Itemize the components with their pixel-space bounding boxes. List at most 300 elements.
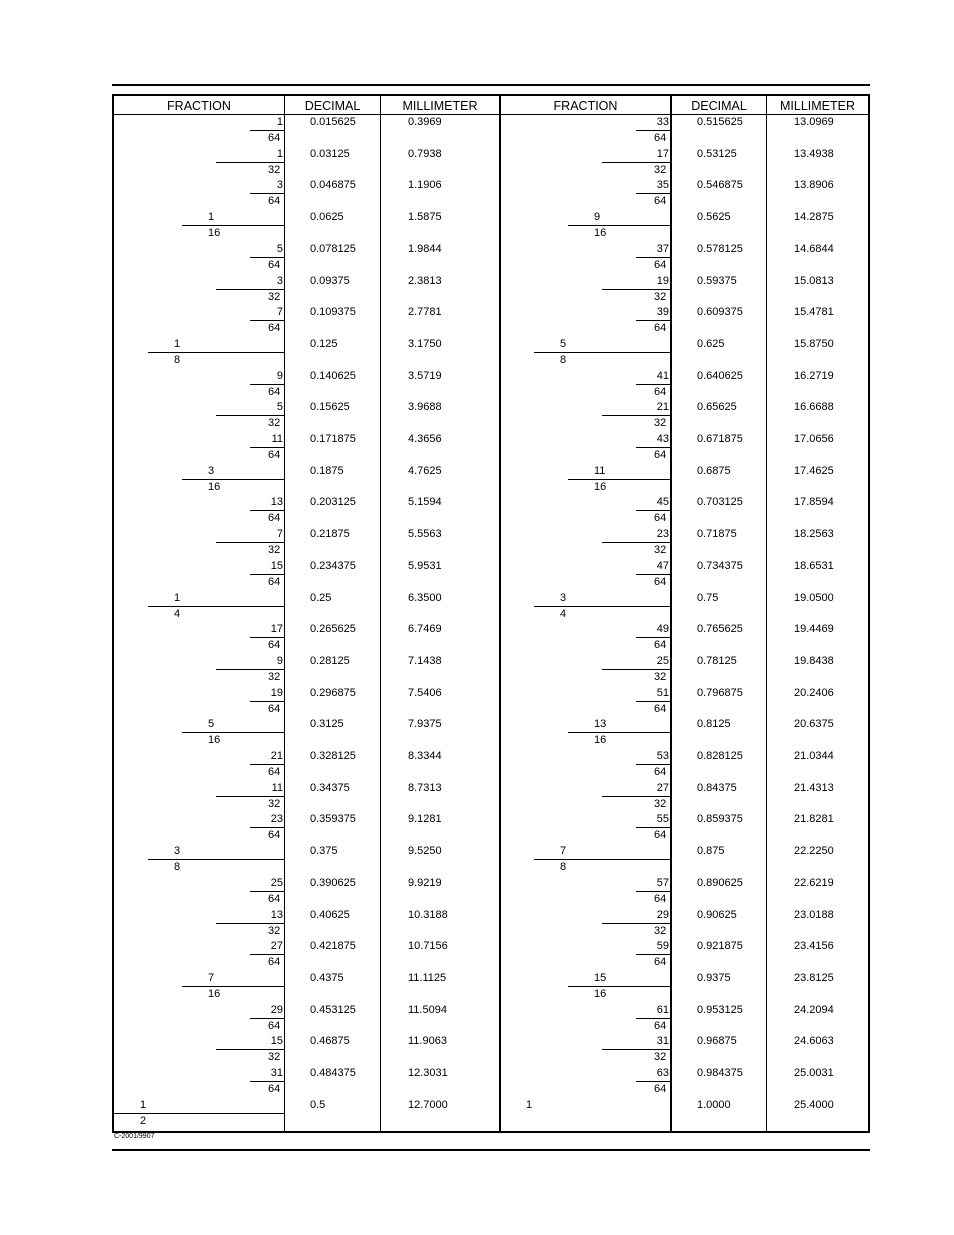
top-rule [112,84,870,86]
millimeter-value: 23.0188 [794,908,834,921]
fraction-denominator: 16 [208,734,221,747]
column-divider [670,96,672,1131]
fraction-bar [602,542,670,543]
decimal-value: 1.0000 [697,1098,731,1111]
fraction-numerator: 63 [656,1067,669,1079]
fraction-denominator: 32 [654,544,667,557]
decimal-value: 0.84375 [697,781,737,794]
fraction-numerator: 23 [270,813,283,826]
decimal-value: 0.421875 [310,940,356,953]
fraction-denominator: 64 [654,829,667,842]
fraction-numerator: 15 [270,1035,283,1048]
decimal-value: 0.4375 [310,971,344,984]
fraction-bar [568,225,670,226]
header-millimeter-right: MILLIMETER [779,99,855,113]
millimeter-value: 8.3344 [408,750,442,762]
fraction-bar [216,415,284,416]
millimeter-value: 3.5719 [408,369,442,382]
column-divider [284,96,285,1131]
millimeter-value: 22.2250 [794,845,834,858]
millimeter-value: 15.8750 [794,337,834,350]
fraction-bar [250,1081,284,1082]
fraction-numerator: 51 [656,686,669,699]
fraction-denominator: 32 [654,670,667,683]
fraction-numerator: 25 [656,654,669,667]
millimeter-value: 10.3188 [408,908,448,921]
fraction-denominator: 16 [594,987,607,1000]
fraction-bar [250,954,284,955]
decimal-value: 0.046875 [310,179,356,192]
fraction-denominator: 2 [140,1114,147,1127]
fraction-denominator: 64 [268,702,281,715]
fraction-numerator: 1 [276,116,283,128]
fraction-numerator: 27 [656,781,669,794]
fraction-numerator: 7 [208,971,215,984]
decimal-value: 0.734375 [697,559,743,572]
millimeter-value: 11.1125 [408,971,447,984]
decimal-value: 0.984375 [697,1067,743,1079]
millimeter-value: 13.4938 [794,147,834,160]
fraction-denominator: 16 [594,480,607,493]
decimal-value: 0.703125 [697,496,743,509]
fraction-denominator: 64 [268,258,281,271]
millimeter-value: 19.0500 [794,591,834,604]
fraction-numerator: 13 [594,718,607,731]
fraction-numerator: 11 [271,781,283,794]
millimeter-value: 20.2406 [794,686,834,699]
decimal-value: 0.71875 [697,528,737,541]
fraction-numerator: 7 [560,845,567,858]
decimal-value: 0.375 [310,845,338,858]
fraction-bar [636,954,670,955]
fraction-numerator: 9 [276,369,283,382]
fraction-numerator: 17 [270,623,283,636]
millimeter-value: 2.7781 [408,306,442,319]
decimal-value: 0.90625 [697,908,737,921]
decimal-value: 0.828125 [697,750,743,762]
fraction-denominator: 32 [654,924,667,937]
millimeter-value: 18.6531 [794,559,834,572]
millimeter-value: 11.5094 [408,1003,447,1016]
fraction-denominator: 32 [268,290,281,303]
decimal-value: 0.53125 [697,147,737,160]
fraction-numerator: 29 [656,908,669,921]
fraction-numerator: 31 [270,1067,283,1079]
fraction-bar [216,796,284,797]
fraction-numerator: 11 [271,433,283,445]
fraction-numerator: 5 [208,718,215,731]
millimeter-value: 7.5406 [408,686,442,699]
decimal-value: 0.515625 [697,116,743,128]
fraction-bar [250,193,284,194]
fraction-numerator: 41 [656,369,669,382]
fraction-denominator: 64 [654,639,667,652]
fraction-bar [114,1113,284,1114]
decimal-value: 0.96875 [697,1035,737,1048]
decimal-value: 0.65625 [697,401,737,414]
decimal-value: 0.203125 [310,496,356,509]
fraction-bar [534,352,670,353]
decimal-value: 0.859375 [697,813,743,826]
decimal-value: 0.328125 [310,750,356,762]
millimeter-value: 6.3500 [408,591,442,604]
fraction-bar [636,827,670,828]
fraction-denominator: 16 [208,227,221,240]
decimal-value: 0.25 [310,591,332,604]
fraction-denominator: 32 [268,924,281,937]
fraction-bar [636,891,670,892]
millimeter-value: 15.0813 [794,274,834,287]
decimal-value: 0.109375 [310,306,356,319]
millimeter-value: 25.0031 [794,1067,834,1079]
decimal-value: 0.34375 [310,781,350,794]
decimal-value: 0.625 [697,337,725,350]
fraction-bar [602,415,670,416]
decimal-value: 0.015625 [310,116,356,128]
fraction-bar [216,542,284,543]
fraction-bar [636,764,670,765]
millimeter-value: 5.9531 [408,559,442,572]
decimal-value: 0.796875 [697,686,743,699]
millimeter-value: 9.9219 [408,876,442,889]
fraction-numerator: 1 [174,591,181,604]
header-decimal-right: DECIMAL [691,99,747,113]
decimal-value: 0.5 [310,1098,326,1111]
fraction-bar [250,1018,284,1019]
fraction-bar [636,1018,670,1019]
fraction-bar [602,923,670,924]
millimeter-value: 8.7313 [408,781,442,794]
fraction-denominator: 32 [654,797,667,810]
fraction-numerator: 39 [656,306,669,319]
fraction-numerator: 53 [656,750,669,762]
millimeter-value: 17.0656 [794,433,834,445]
fraction-numerator: 59 [656,940,669,953]
decimal-value: 0.0625 [310,211,344,224]
decimal-value: 0.3125 [310,718,344,731]
millimeter-value: 14.2875 [794,211,834,224]
decimal-value: 0.140625 [310,369,356,382]
millimeter-value: 17.4625 [794,464,834,477]
fraction-numerator: 9 [276,654,283,667]
fraction-numerator: 49 [656,623,669,636]
millimeter-value: 23.8125 [794,971,834,984]
millimeter-value: 1.9844 [408,242,442,255]
fraction-denominator: 64 [268,1019,281,1032]
fraction-denominator: 16 [594,227,607,240]
millimeter-value: 6.7469 [408,623,442,636]
decimal-value: 0.21875 [310,528,350,541]
fraction-bar [250,827,284,828]
fraction-bar [636,193,670,194]
millimeter-value: 4.7625 [408,464,442,477]
fraction-denominator: 64 [268,766,281,778]
millimeter-value: 9.1281 [408,813,442,826]
fraction-denominator: 64 [654,702,667,715]
millimeter-value: 1.1906 [408,179,442,192]
millimeter-value: 5.5563 [408,528,442,541]
fraction-bar [636,384,670,385]
fraction-denominator: 64 [268,1083,281,1095]
decimal-value: 0.578125 [697,242,743,255]
millimeter-value: 25.4000 [794,1098,834,1111]
decimal-value: 0.609375 [697,306,743,319]
fraction-denominator: 32 [654,163,667,176]
fraction-bar [182,732,284,733]
fraction-denominator: 8 [560,861,567,874]
fraction-numerator: 17 [656,147,669,160]
decimal-value: 0.6875 [697,464,731,477]
fraction-numerator: 21 [270,750,283,762]
fraction-numerator: 35 [656,179,669,192]
decimal-value: 0.890625 [697,876,743,889]
fraction-numerator: 1 [208,211,215,224]
decimal-value: 0.640625 [697,369,743,382]
bottom-rule [112,1149,870,1151]
header-fraction-left: FRACTION [167,99,231,113]
decimal-value: 0.9375 [697,971,731,984]
fraction-numerator: 55 [656,813,669,826]
fraction-bar [636,257,670,258]
fraction-denominator: 8 [174,861,181,874]
fraction-numerator: 13 [270,496,283,509]
decimal-value: 0.125 [310,337,338,350]
fraction-denominator: 64 [654,195,667,208]
fraction-bar [216,923,284,924]
fraction-numerator: 23 [656,528,669,541]
millimeter-value: 5.1594 [408,496,442,509]
decimal-value: 0.5625 [697,211,731,224]
millimeter-value: 10.7156 [408,940,448,953]
millimeter-value: 20.6375 [794,718,834,731]
fraction-denominator: 64 [654,575,667,588]
fraction-numerator: 15 [270,559,283,572]
fraction-denominator: 64 [654,956,667,969]
millimeter-value: 16.2719 [794,369,834,382]
millimeter-value: 14.6844 [794,242,834,255]
millimeter-value: 19.4469 [794,623,834,636]
millimeter-value: 23.4156 [794,940,834,953]
fraction-denominator: 32 [268,1051,281,1064]
fraction-denominator: 64 [268,385,281,398]
fraction-numerator: 33 [656,116,669,128]
fraction-denominator: 64 [268,322,281,335]
fraction-bar [148,606,284,607]
fraction-bar [250,701,284,702]
decimal-value: 0.765625 [697,623,743,636]
decimal-value: 0.234375 [310,559,356,572]
fraction-denominator: 64 [268,829,281,842]
fraction-denominator: 32 [654,290,667,303]
fraction-bar [250,257,284,258]
fraction-denominator: 64 [268,449,281,461]
fraction-denominator: 64 [654,1019,667,1032]
millimeter-value: 4.3656 [408,433,442,445]
fraction-denominator: 32 [268,417,281,430]
fraction-numerator: 3 [208,464,215,477]
decimal-value: 0.359375 [310,813,356,826]
fraction-numerator: 61 [656,1003,669,1016]
fraction-bar [250,764,284,765]
fraction-numerator: 45 [656,496,669,509]
fraction-denominator: 8 [174,353,181,366]
millimeter-value: 13.0969 [794,116,834,128]
decimal-value: 0.75 [697,591,719,604]
fraction-denominator: 32 [268,163,281,176]
fraction-numerator: 5 [276,401,283,414]
millimeter-value: 22.6219 [794,876,834,889]
fraction-denominator: 4 [560,607,567,620]
fraction-bar [636,130,670,131]
decimal-value: 0.078125 [310,242,356,255]
fraction-bar [602,289,670,290]
decimal-value: 0.953125 [697,1003,743,1016]
millimeter-value: 7.1438 [408,654,442,667]
fraction-numerator: 5 [276,242,283,255]
decimal-value: 0.921875 [697,940,743,953]
fraction-numerator: 7 [276,528,283,541]
decimal-value: 0.453125 [310,1003,356,1016]
fraction-bar [636,447,670,448]
fraction-bar [636,510,670,511]
fraction-denominator: 64 [654,892,667,905]
fraction-numerator: 47 [656,559,669,572]
fraction-bar [534,606,670,607]
fraction-denominator: 32 [654,417,667,430]
fraction-denominator: 64 [654,449,667,461]
millimeter-value: 18.2563 [794,528,834,541]
decimal-value: 0.40625 [310,908,350,921]
fraction-denominator: 64 [268,956,281,969]
footer-code: C-2001/9907 [114,1133,155,1140]
fraction-denominator: 16 [208,480,221,493]
decimal-value: 0.671875 [697,433,743,445]
millimeter-value: 19.8438 [794,654,834,667]
millimeter-value: 7.9375 [408,718,442,731]
fraction-bar [216,289,284,290]
millimeter-value: 17.8594 [794,496,834,509]
fraction-numerator: 3 [276,274,283,287]
fraction-bar [602,162,670,163]
fraction-bar [636,1081,670,1082]
fraction-denominator: 64 [268,132,281,144]
column-divider-center [499,96,501,1131]
decimal-value: 0.15625 [310,401,350,414]
fraction-denominator: 64 [268,512,281,525]
decimal-value: 0.28125 [310,654,350,667]
decimal-value: 0.46875 [310,1035,350,1048]
decimal-value: 0.09375 [310,274,350,287]
decimal-value: 0.8125 [697,718,731,731]
decimal-value: 0.265625 [310,623,356,636]
fraction-bar [602,796,670,797]
fraction-numerator: 9 [594,211,601,224]
decimal-value: 0.390625 [310,876,356,889]
fraction-bar [636,320,670,321]
fraction-numerator: 37 [656,242,669,255]
millimeter-value: 0.3969 [408,116,442,128]
decimal-value: 0.296875 [310,686,356,699]
millimeter-value: 3.9688 [408,401,442,414]
fraction-bar [568,479,670,480]
fraction-numerator: 25 [270,876,283,889]
fraction-numerator: 43 [656,433,669,445]
fraction-numerator: 7 [276,306,283,319]
fraction-denominator: 64 [654,1083,667,1095]
millimeter-value: 24.2094 [794,1003,834,1016]
millimeter-value: 2.3813 [408,274,442,287]
millimeter-value: 3.1750 [408,337,442,350]
fraction-bar [148,352,284,353]
fraction-bar [250,130,284,131]
fraction-denominator: 32 [654,1051,667,1064]
millimeter-value: 13.8906 [794,179,834,192]
decimal-value: 0.1875 [310,464,344,477]
fraction-numerator: 3 [560,591,567,604]
fraction-bar [182,225,284,226]
fraction-denominator: 64 [654,322,667,335]
fraction-numerator: 3 [276,179,283,192]
fraction-numerator: 1 [174,337,181,350]
fraction-denominator: 64 [654,766,667,778]
fraction-bar [636,574,670,575]
fraction-numerator: 29 [270,1003,283,1016]
fraction-bar [636,701,670,702]
millimeter-value: 12.3031 [408,1067,448,1079]
fraction-bar [250,447,284,448]
header-fraction-right: FRACTION [553,99,618,113]
fraction-bar [568,986,670,987]
fraction-numerator: 1 [276,147,283,160]
decimal-value: 0.59375 [697,274,737,287]
fraction-bar [602,669,670,670]
fraction-denominator: 64 [268,639,281,652]
fraction-denominator: 64 [268,575,281,588]
millimeter-value: 12.7000 [408,1098,448,1111]
column-divider [766,96,767,1131]
fraction-bar [216,162,284,163]
fraction-numerator: 11 [594,464,606,477]
fraction-bar [636,637,670,638]
fraction-bar [148,859,284,860]
fraction-bar [250,510,284,511]
millimeter-value: 24.6063 [794,1035,834,1048]
millimeter-value: 21.8281 [794,813,834,826]
header-divider [114,114,868,115]
fraction-bar [250,637,284,638]
fraction-bar [250,574,284,575]
fraction-bar [250,384,284,385]
fraction-denominator: 16 [208,987,221,1000]
fraction-bar [602,1049,670,1050]
millimeter-value: 11.9063 [408,1035,447,1048]
fraction-denominator: 16 [594,734,607,747]
fraction-numerator: 31 [656,1035,669,1048]
fraction-numerator: 3 [174,845,181,858]
fraction-denominator: 32 [268,797,281,810]
column-divider [380,96,381,1131]
fraction-denominator: 64 [654,258,667,271]
fraction-bar [216,1049,284,1050]
fraction-denominator: 32 [268,544,281,557]
fraction-bar [568,732,670,733]
millimeter-value: 21.0344 [794,750,834,762]
decimal-value: 0.171875 [310,433,356,445]
fraction-numerator: 27 [270,940,283,953]
conversion-table [112,94,870,1133]
fraction-whole: 1 [526,1098,533,1111]
fraction-numerator: 15 [594,971,607,984]
